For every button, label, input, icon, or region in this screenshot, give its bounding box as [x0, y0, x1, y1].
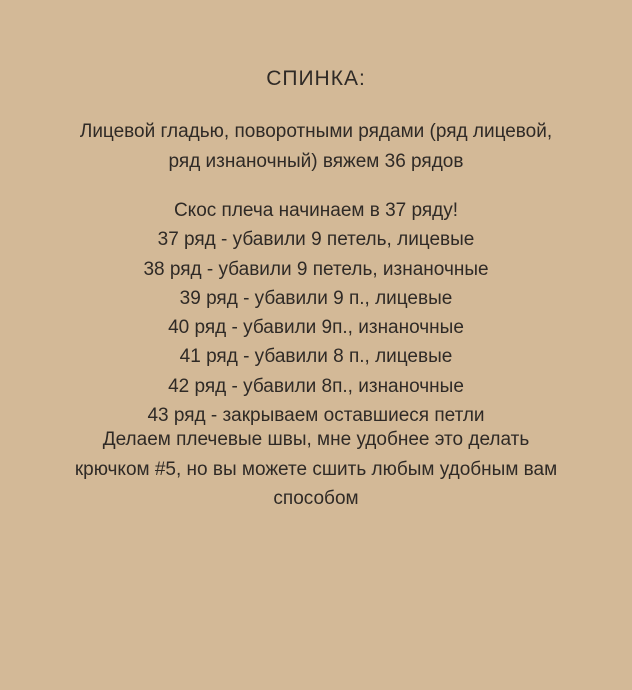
outro-line-3: способом: [273, 488, 359, 509]
rows-line-6: 41 ряд - убавили 8 п., лицевые: [179, 346, 453, 368]
rows-line-8: 43 ряд - закрываем оставшиеся петли: [147, 405, 485, 427]
intro-line-1: Лицевой гладью, поворотными рядами (ряд лицевой,: [79, 121, 553, 142]
rows-paragraph: [18, 196, 614, 430]
intro-line-2: ряд изнаночный) вяжем 36 рядов: [168, 150, 464, 172]
rows-line-4: 39 ряд - убавили 9 п., лицевые: [179, 287, 453, 309]
rows-line-5: 40 ряд - убавили 9п., изнаночные: [168, 317, 464, 339]
rows-line-7: 42 ряд - убавили 8п., изнаночные: [168, 375, 464, 397]
outro-paragraph: [18, 425, 614, 514]
rows-line-2: 37 ряд - убавили 9 петель, лицевые: [157, 229, 475, 251]
rows-line-3: 38 ряд - убавили 9 петель, изнаночные: [143, 258, 489, 280]
outro-line-1: Делаем плечевые швы, мне удобнее это делать: [102, 429, 530, 450]
section-title: СПИНКА:: [266, 67, 366, 90]
intro-paragraph: [18, 117, 614, 176]
outro-line-2: крючком #5, но вы можете сшить любым удобным вам: [74, 458, 558, 480]
rows-line-1: Скос плеча начинаем в 37 ряду!: [173, 200, 459, 221]
